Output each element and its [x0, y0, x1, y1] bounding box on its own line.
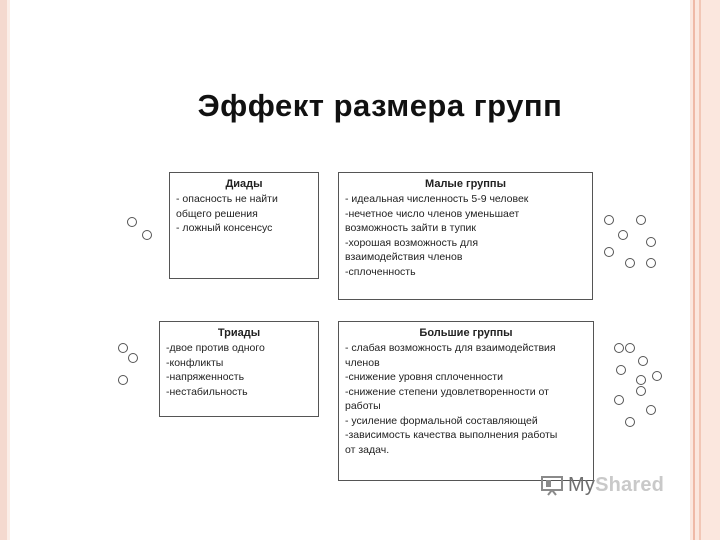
- box-line: работы: [345, 400, 381, 412]
- slide-frame-line: [693, 0, 695, 540]
- box-line: - ложный консенсус: [176, 222, 273, 234]
- watermark-part-my: My: [568, 473, 596, 496]
- box-line: от задач.: [345, 443, 390, 456]
- slide-title: Эффект размера групп: [197, 88, 563, 123]
- slide-frame-inner: [7, 0, 10, 540]
- person-circle: [638, 356, 648, 366]
- box-line: общего решения: [176, 207, 258, 220]
- box-line: -сплоченность: [345, 265, 416, 278]
- person-circle: [646, 405, 656, 415]
- watermark-part-shared: Shared: [595, 473, 665, 496]
- person-circle: [614, 395, 624, 405]
- person-circle: [625, 417, 635, 427]
- box-heading: Большие группы: [419, 327, 513, 339]
- person-circle: [618, 230, 628, 240]
- box-line: -снижение степени удовлетворенности от: [345, 385, 549, 398]
- box-line: - усиление формальной составляющей: [345, 414, 538, 427]
- box-line: -напряженность: [166, 371, 245, 383]
- person-circle: [128, 353, 138, 363]
- box-line: -конфликты: [166, 356, 224, 369]
- box-line: -хорошая возможность для: [345, 236, 478, 249]
- watermark-text: [568, 474, 664, 497]
- person-circle: [625, 343, 635, 353]
- person-circle: [118, 343, 128, 353]
- box-line: -нестабильность: [166, 385, 248, 398]
- person-circle: [646, 237, 656, 247]
- person-circle: [604, 247, 614, 257]
- person-circle: [604, 215, 614, 225]
- triads-box: [159, 321, 319, 417]
- box-line: взаимодействия членов: [345, 251, 463, 263]
- person-circle: [636, 215, 646, 225]
- person-circle: [142, 230, 152, 240]
- box-line: -нечетное число членов уменьшает: [345, 207, 520, 220]
- box-line: -зависимость качества выполнения работы: [345, 429, 558, 441]
- box-line: - слабая возможность для взаимодействия: [345, 342, 556, 354]
- box-line: - идеальная численность 5-9 человек: [345, 193, 529, 205]
- person-circle: [636, 375, 646, 385]
- person-circle: [646, 258, 656, 268]
- slide-frame-line: [699, 0, 701, 540]
- slides-icon: [540, 474, 564, 496]
- box-line: членов: [345, 356, 380, 369]
- myshared-watermark: [540, 472, 664, 498]
- box-line: возможность зайти в тупик: [345, 222, 476, 234]
- box-line: - опасность не найти: [176, 193, 278, 205]
- dyads-box: [169, 172, 319, 279]
- box-heading: Диады: [225, 178, 263, 190]
- person-circle: [616, 365, 626, 375]
- person-circle: [652, 371, 662, 381]
- slide-frame-left: [0, 0, 7, 540]
- box-line: -снижение уровня сплоченности: [345, 371, 503, 383]
- person-circle: [625, 258, 635, 268]
- box-heading: Малые группы: [425, 178, 506, 190]
- person-circle: [636, 386, 646, 396]
- large-groups-box: [338, 321, 594, 481]
- person-circle: [614, 343, 624, 353]
- person-circle: [127, 217, 137, 227]
- box-heading: Триады: [217, 327, 261, 339]
- box-line: -двое против одного: [166, 342, 265, 354]
- small-groups-box: [338, 172, 593, 300]
- person-circle: [118, 375, 128, 385]
